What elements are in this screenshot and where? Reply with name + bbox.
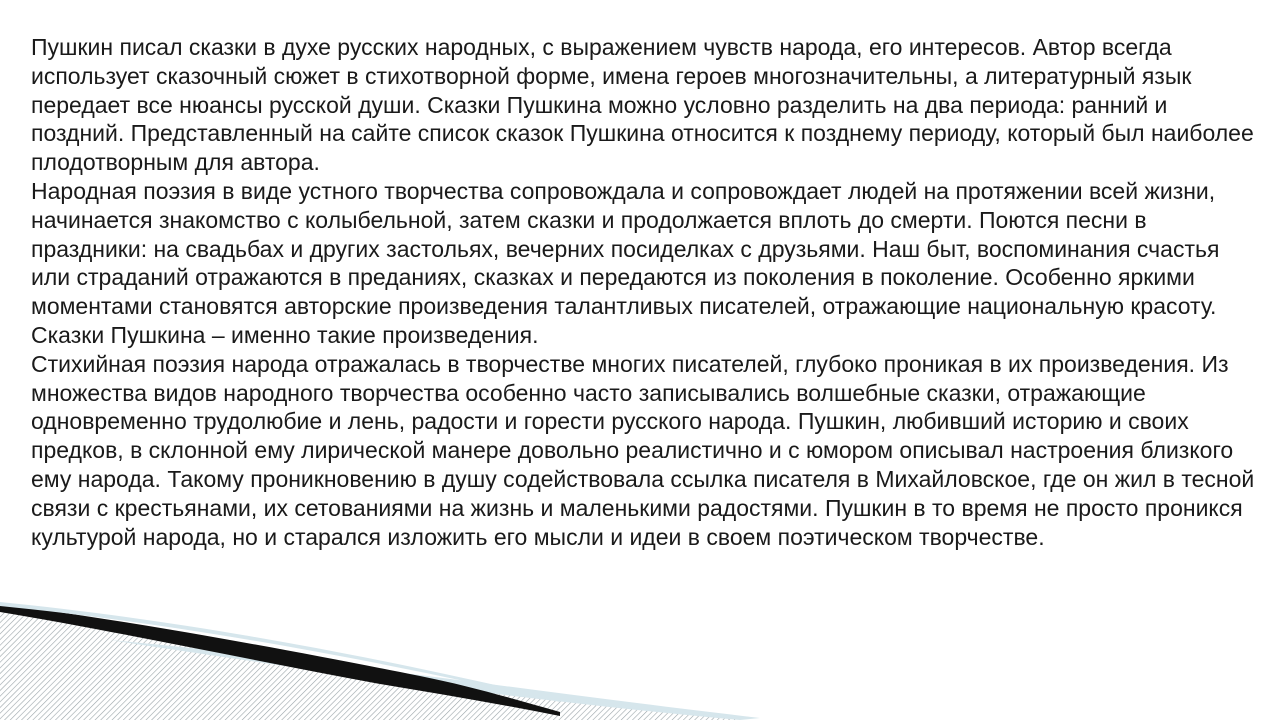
paragraph-3: Стихийная поэзия народа отражалась в творчестве многих писателей, глубоко проникая в их произведения. Из множества видов народного творчества особенно часто записывались волшебные сказки, отражающие одновременно трудолюбие и лень, радости и горести русского народа. Пушкин, любивший историю и своих предков, в склонной ему лирической манере довольно реалистично и с юмором описывал настроения близкого ему народа. Такому проникновению в душу содействовала ссылка писателя в Михайловское, где он жил в тесной связи с крестьянами, их сетованиями на жизнь и маленькими радостями. Пушкин в то время не просто проникся культурой народа, но и старался изложить его мысли и идеи в своем поэтическом творчестве. (31, 350, 1255, 550)
paragraph-1: Пушкин писал сказки в духе русских народных, с выражением чувств народа, его интересов. Автор всегда использует сказочный сюжет в стихотворной форме, имена героев многозначительны, а литературный язык передает все нюансы русской души. Сказки Пушкина можно условно разделить на два периода: ранний и поздний. Представленный на сайте список сказок Пушкина относится к позднему периоду, который был наиболее плодотворным для автора. (31, 34, 1254, 176)
light-stripe (110, 640, 760, 720)
thin-highlight-stripe (0, 602, 560, 702)
dark-stripe (0, 604, 560, 716)
paragraph-2: Народная поэзия в виде устного творчества сопровождала и сопровождает людей на протяжении всей жизни, начинается знакомство с колыбельной, затем сказки и продолжается вплоть до смерти. Поются песни в праздники: на свадьбах и других застольях, вечерних посиделках с друзьями. Наш быт, воспоминания счастья или страданий отражаются в преданиях, сказках и передаются из поколения в поколение. Особенно яркими моментами становятся авторские произведения талантливых писателей, отражающие национальную красоту. Сказки Пушкина – именно такие произведения. (31, 177, 1220, 348)
hatched-wedge (0, 606, 740, 720)
body-text (31, 33, 1256, 551)
